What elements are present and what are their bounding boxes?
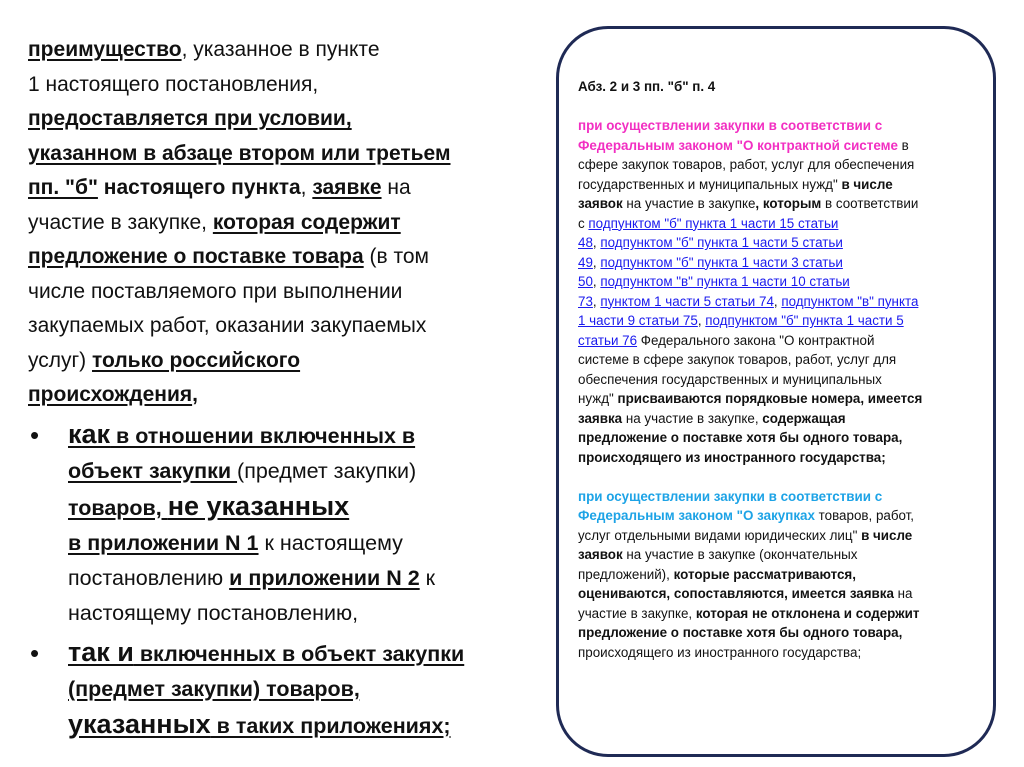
- text-segment: в числе: [861, 527, 913, 543]
- text-segment: сфере закупок товаров, работ, услуг для обеспечения: [578, 157, 915, 172]
- text-segment: ,: [592, 235, 601, 250]
- text-segment: на: [893, 586, 913, 601]
- highlight-44fz: при осуществлении закупки в соответствии с: [578, 118, 883, 133]
- law-reference-link[interactable]: подпунктом "б" пункта 1 части 5: [705, 313, 904, 328]
- text-line: [28, 137, 558, 172]
- text-line: [578, 155, 988, 175]
- law-reference-link[interactable]: 49: [578, 254, 593, 270]
- text-segment: указанном в абзаце втором или третьем: [28, 141, 451, 165]
- text-segment: участие в закупке,: [28, 210, 213, 234]
- law-reference-link[interactable]: подпунктом "б" пункта 1 части 5 статьи: [600, 235, 843, 250]
- text-line: [28, 275, 558, 310]
- left-column: [28, 33, 558, 744]
- text-segment: (предмет закупки) товаров,: [68, 676, 360, 701]
- law-reference-link[interactable]: пунктом 1 части 5 статьи 74: [600, 293, 774, 309]
- text-segment: товаров, работ,: [814, 508, 915, 523]
- text-line: [578, 487, 988, 507]
- highlight-44fz: Федеральным законом "О контрактной системе: [578, 137, 898, 153]
- law-reference-link[interactable]: подпунктом "в" пункта: [781, 293, 919, 309]
- text-segment: государственных и муниципальных нужд": [578, 176, 842, 192]
- bullet-item: [28, 635, 558, 744]
- law-reference-link[interactable]: 1 части 9 статьи 75: [578, 313, 698, 328]
- text-line: [578, 604, 988, 624]
- text-segment: которая содержит: [212, 210, 401, 234]
- text-line: [578, 545, 988, 565]
- text-line: [578, 565, 988, 585]
- text-segment: заявок: [578, 547, 623, 562]
- text-segment: настоящему постановлению,: [68, 600, 359, 625]
- text-segment: настоящего пункта: [97, 176, 301, 199]
- text-segment: как: [68, 418, 111, 449]
- text-line: [578, 253, 988, 273]
- text-segment: на: [381, 176, 411, 199]
- bullet-icon: •: [30, 637, 40, 668]
- text-segment: обеспечения государственных и муниципальных: [578, 371, 882, 387]
- text-line: [68, 707, 558, 744]
- text-line: [28, 102, 558, 137]
- text-line: [28, 240, 558, 275]
- text-line: [68, 672, 558, 707]
- text-line: [68, 526, 558, 561]
- main-paragraph: [28, 33, 558, 413]
- text-segment: присваиваются порядковые номера, имеется: [617, 391, 923, 406]
- text-segment: 1 настоящего постановления,: [28, 72, 319, 96]
- law-reference-link[interactable]: подпунктом "б" пункта 1 части 15 статьи: [588, 215, 839, 231]
- text-segment: участие в закупке,: [578, 605, 696, 621]
- text-line: [578, 409, 988, 429]
- text-segment: не указанных: [167, 490, 350, 521]
- text-segment: нужд": [578, 391, 618, 406]
- text-line: [578, 350, 988, 370]
- text-segment: содержащая: [762, 410, 846, 426]
- text-segment: в: [897, 137, 909, 153]
- text-line: [578, 526, 988, 546]
- bullet-item: [28, 417, 558, 631]
- text-segment: ,: [300, 176, 313, 199]
- text-segment: с: [578, 215, 589, 231]
- text-line: [28, 68, 558, 103]
- text-line: [578, 584, 988, 604]
- text-segment: , указанное в пункте: [181, 38, 380, 61]
- text-line: [578, 175, 988, 195]
- text-segment: в числе: [841, 176, 893, 192]
- text-segment: заявка: [578, 410, 623, 426]
- text-segment: включенных в объект закупки: [133, 641, 465, 666]
- text-line: [578, 623, 988, 643]
- law-reference-link[interactable]: 50: [578, 274, 593, 289]
- text-segment: только российского: [92, 348, 301, 372]
- text-segment: предложение о поставке хотя бы одного товара,: [578, 430, 903, 445]
- text-segment: объект закупки: [68, 458, 238, 483]
- text-segment: к настоящему: [258, 530, 403, 555]
- text-segment: заявок: [578, 196, 623, 211]
- text-segment: заявке: [312, 176, 382, 199]
- text-segment: оцениваются, сопоставляются, имеется заявка: [578, 586, 894, 601]
- text-segment: ;: [857, 644, 862, 660]
- text-segment: на участие в закупке (окончательных: [622, 547, 858, 562]
- law-reference-link[interactable]: 48: [578, 235, 593, 250]
- text-line: [578, 272, 988, 292]
- text-segment: которая не отклонена и содержит: [695, 605, 920, 621]
- text-segment: к: [419, 565, 436, 590]
- text-line: [68, 489, 558, 526]
- text-segment: указанных: [68, 708, 211, 739]
- text-segment: предоставляется при условии,: [28, 107, 352, 130]
- text-segment: ,: [592, 293, 601, 309]
- text-line: [578, 292, 988, 312]
- text-segment: преимущество: [28, 38, 182, 61]
- text-segment: Абз. 2 и 3 пп. "б" п. 4: [578, 79, 716, 94]
- text-line: [578, 194, 988, 214]
- text-line: [28, 33, 558, 68]
- text-segment: предложений),: [578, 566, 674, 582]
- highlight-223fz: при осуществлении закупки в соответствии с: [578, 488, 883, 504]
- text-line: [578, 311, 988, 331]
- text-line: [28, 171, 558, 206]
- text-segment: (предмет закупки): [237, 458, 417, 483]
- text-line: [578, 97, 988, 117]
- bullet-icon: •: [30, 419, 40, 450]
- text-segment: ,: [592, 254, 601, 270]
- text-segment: постановлению: [68, 565, 230, 590]
- text-segment: числе поставляемого при выполнении: [28, 279, 403, 303]
- text-segment: товаров,: [68, 495, 168, 520]
- text-line: [578, 116, 988, 136]
- text-line: [578, 77, 988, 97]
- text-line: [28, 378, 558, 413]
- text-segment: (в том: [363, 245, 429, 268]
- text-line: [578, 428, 988, 448]
- text-line: [578, 389, 988, 409]
- text-line: [578, 506, 988, 526]
- text-segment: и приложении N 2: [229, 565, 420, 590]
- bullet-list: [28, 417, 558, 744]
- text-line: [578, 643, 988, 663]
- law-reference-link[interactable]: подпунктом "в" пункта 1 части 10 статьи: [600, 274, 850, 289]
- text-segment: ,: [697, 313, 706, 328]
- text-segment: так и: [68, 636, 134, 667]
- text-line: [578, 448, 988, 468]
- text-segment: предложение о поставке хотя бы одного товара,: [578, 625, 903, 640]
- law-reference-link[interactable]: статьи 76: [578, 332, 638, 348]
- text-segment: Федерального закона "О контрактной: [637, 332, 875, 348]
- text-segment: предложение о поставке товара: [28, 245, 364, 268]
- text-segment: в таких приложениях;: [210, 713, 451, 738]
- text-line: [68, 635, 558, 672]
- law-reference-link[interactable]: подпунктом "б" пункта 1 части 3 статьи: [600, 254, 843, 270]
- text-segment: ,: [773, 293, 782, 309]
- text-segment: закупаемых работ, оказании закупаемых: [28, 314, 427, 337]
- text-segment: пп. "б": [28, 176, 98, 199]
- text-segment: системе в сфере закупок товаров, работ, услуг для: [578, 352, 897, 367]
- text-line: [578, 136, 988, 156]
- text-line: [578, 467, 988, 487]
- text-segment: происходящего из иностранного государства: [578, 644, 858, 660]
- text-line: [68, 596, 558, 631]
- text-segment: происхождения: [28, 383, 193, 406]
- text-segment: в отношении включенных в: [110, 423, 416, 448]
- text-line: [68, 417, 558, 454]
- text-line: [28, 309, 558, 344]
- text-line: [28, 344, 558, 379]
- highlight-223fz: Федеральным законом "О закупках: [578, 508, 815, 523]
- text-line: [68, 561, 558, 596]
- text-segment: которые рассматриваются,: [673, 566, 856, 582]
- reference-text: [578, 77, 988, 662]
- text-segment: услуг отдельными видами юридических лиц": [578, 527, 862, 543]
- text-segment: услуг): [28, 348, 93, 372]
- text-segment: на участие в закупке,: [622, 410, 763, 426]
- text-segment: происходящего из иностранного государства;: [578, 449, 886, 465]
- text-line: [578, 370, 988, 390]
- text-segment: на участие в закупке: [622, 196, 756, 211]
- text-segment: в соответствии: [821, 196, 919, 211]
- text-line: [68, 454, 558, 489]
- text-line: [578, 233, 988, 253]
- text-line: [578, 214, 988, 234]
- text-segment: ,: [592, 274, 601, 289]
- text-line: [28, 206, 558, 241]
- text-segment: , которым: [755, 196, 822, 211]
- text-line: [578, 331, 988, 351]
- law-reference-link[interactable]: 73: [578, 293, 593, 309]
- text-segment: ,: [192, 383, 198, 406]
- text-segment: в приложении N 1: [68, 530, 259, 555]
